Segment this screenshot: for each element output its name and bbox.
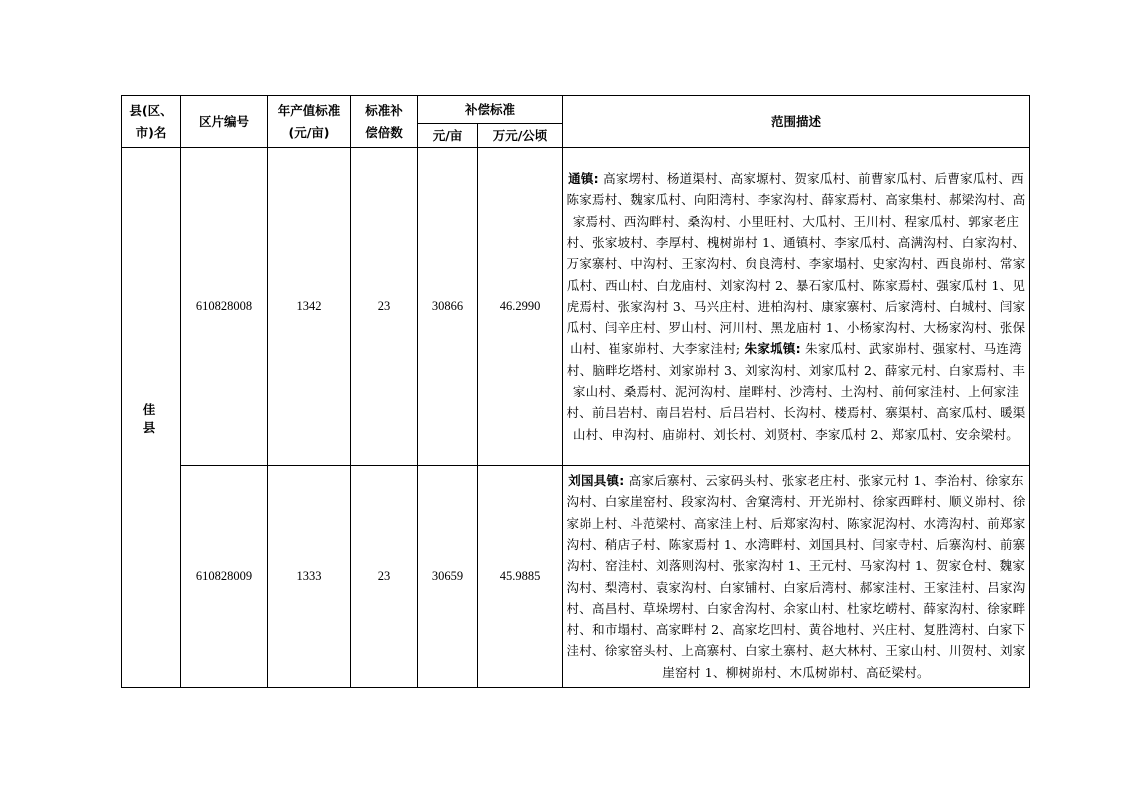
wan-per-ha: 45.9885 <box>478 466 563 688</box>
village-list: 高家塄村、杨道渠村、高家塬村、贺家瓜村、前曹家瓜村、后曹家瓜村、西陈家焉村、魏家瓜村、向阳湾村、李家沟村、薛家焉村、高家集村、郝梁沟村、高家焉村、西沟畔村、桑沟村、小里旺村、大瓜村、王川村、程家瓜村、郭家老庄村、张家坡村、李厚村、槐树峁村 1、通镇村、李家瓜村、高满沟村、白家沟村、万家寨村、中沟村、王家沟村、贠良湾村、李家塌村、史家沟村、西良峁村、常家瓜村、西山村、白龙庙村、刘家沟村 2、暴石家瓜村、陈家焉村、强家瓜村 1、见虎焉村、张家沟村 3、马兴庄村、进柏沟村、康家寨村、后家湾村、白城村、闫家瓜村、闫辛庄村、罗山村、河川村、黑龙庙村 1、小杨家沟村、大杨家沟村、张保山村、崔家峁村、大李家洼村; <box>566 171 1026 357</box>
village-list: 朱家瓜村、武家峁村、强家村、马连湾村、脑畔圪塔村、刘家峁村 3、刘家沟村、刘家瓜村 2、薛家元村、白家焉村、丰家山村、桑焉村、泥河沟村、崖畔村、沙湾村、土沟村、前何家洼村、上何家洼村、前吕岩村、南吕岩村、后吕岩村、长沟村、楼焉村、寨渠村、高家瓜村、暖渠山村、申沟村、庙峁村、刘长村、刘贤村、李家瓜村 2、郑家瓜村、安余梁村。 <box>566 341 1026 442</box>
multiplier: 23 <box>351 148 418 466</box>
header-county: 县(区、市)名 <box>122 96 181 148</box>
wan-per-ha: 46.2990 <box>478 148 563 466</box>
header-wan-per-ha: 万元/公顷 <box>478 124 563 148</box>
county-name: 佳 县 <box>122 148 181 688</box>
table-row <box>122 148 1030 466</box>
town-name: 刘国具镇: <box>568 473 625 489</box>
annual-value: 1333 <box>268 466 351 688</box>
header-scope: 范围描述 <box>563 96 1030 148</box>
header-compensation: 补偿标准 <box>418 96 563 124</box>
scope-description <box>563 148 1030 466</box>
zone-code: 610828009 <box>181 466 268 688</box>
village-list: 高家后寨村、云家码头村、张家老庄村、张家元村 1、李治村、徐家东沟村、白家崖窑村、段家沟村、舍窠湾村、开光峁村、徐家西畔村、顺义峁村、徐家峁上村、斗范梁村、高家洼上村、后郑家沟村、陈家泥沟村、水湾沟村、前郑家沟村、稍店子村、陈家焉村 1、水湾畔村、刘国具村、闫家寺村、后寨沟村、前寨沟村、窑洼村、刘落则沟村、张家沟村 1、王元村、马家沟村 1、贺家仓村、魏家沟村、梨湾村、袁家沟村、白家铺村、白家后湾村、郝家洼村、王家洼村、吕家沟村、高昌村、草垛塄村、白家舍沟村、余家山村、杜家圪崂村、薛家沟村、徐家畔村、和市塌村、高家畔村 2、高家圪凹村、黄谷地村、兴庄村、复胜湾村、白家下洼村、徐家窑头村、上高寨村、白家土寨村、赵大林村、王家山村、川贺村、刘家崖窑村 1、柳树峁村、木瓜树峁村、高砭梁村。 <box>566 473 1026 680</box>
header-annual-value: 年产值标准(元/亩) <box>268 96 351 148</box>
multiplier: 23 <box>351 466 418 688</box>
yuan-per-mu: 30866 <box>418 148 478 466</box>
header-yuan-per-mu: 元/亩 <box>418 124 478 148</box>
yuan-per-mu: 30659 <box>418 466 478 688</box>
table-row <box>122 466 1030 688</box>
header-zone-code: 区片编号 <box>181 96 268 148</box>
header-multiplier: 标准补偿倍数 <box>351 96 418 148</box>
town-name: 通镇: <box>568 171 599 187</box>
annual-value: 1342 <box>268 148 351 466</box>
compensation-table <box>121 95 1030 688</box>
zone-code: 610828008 <box>181 148 268 466</box>
town-name: 朱家坬镇: <box>744 341 801 357</box>
scope-description <box>563 466 1030 688</box>
